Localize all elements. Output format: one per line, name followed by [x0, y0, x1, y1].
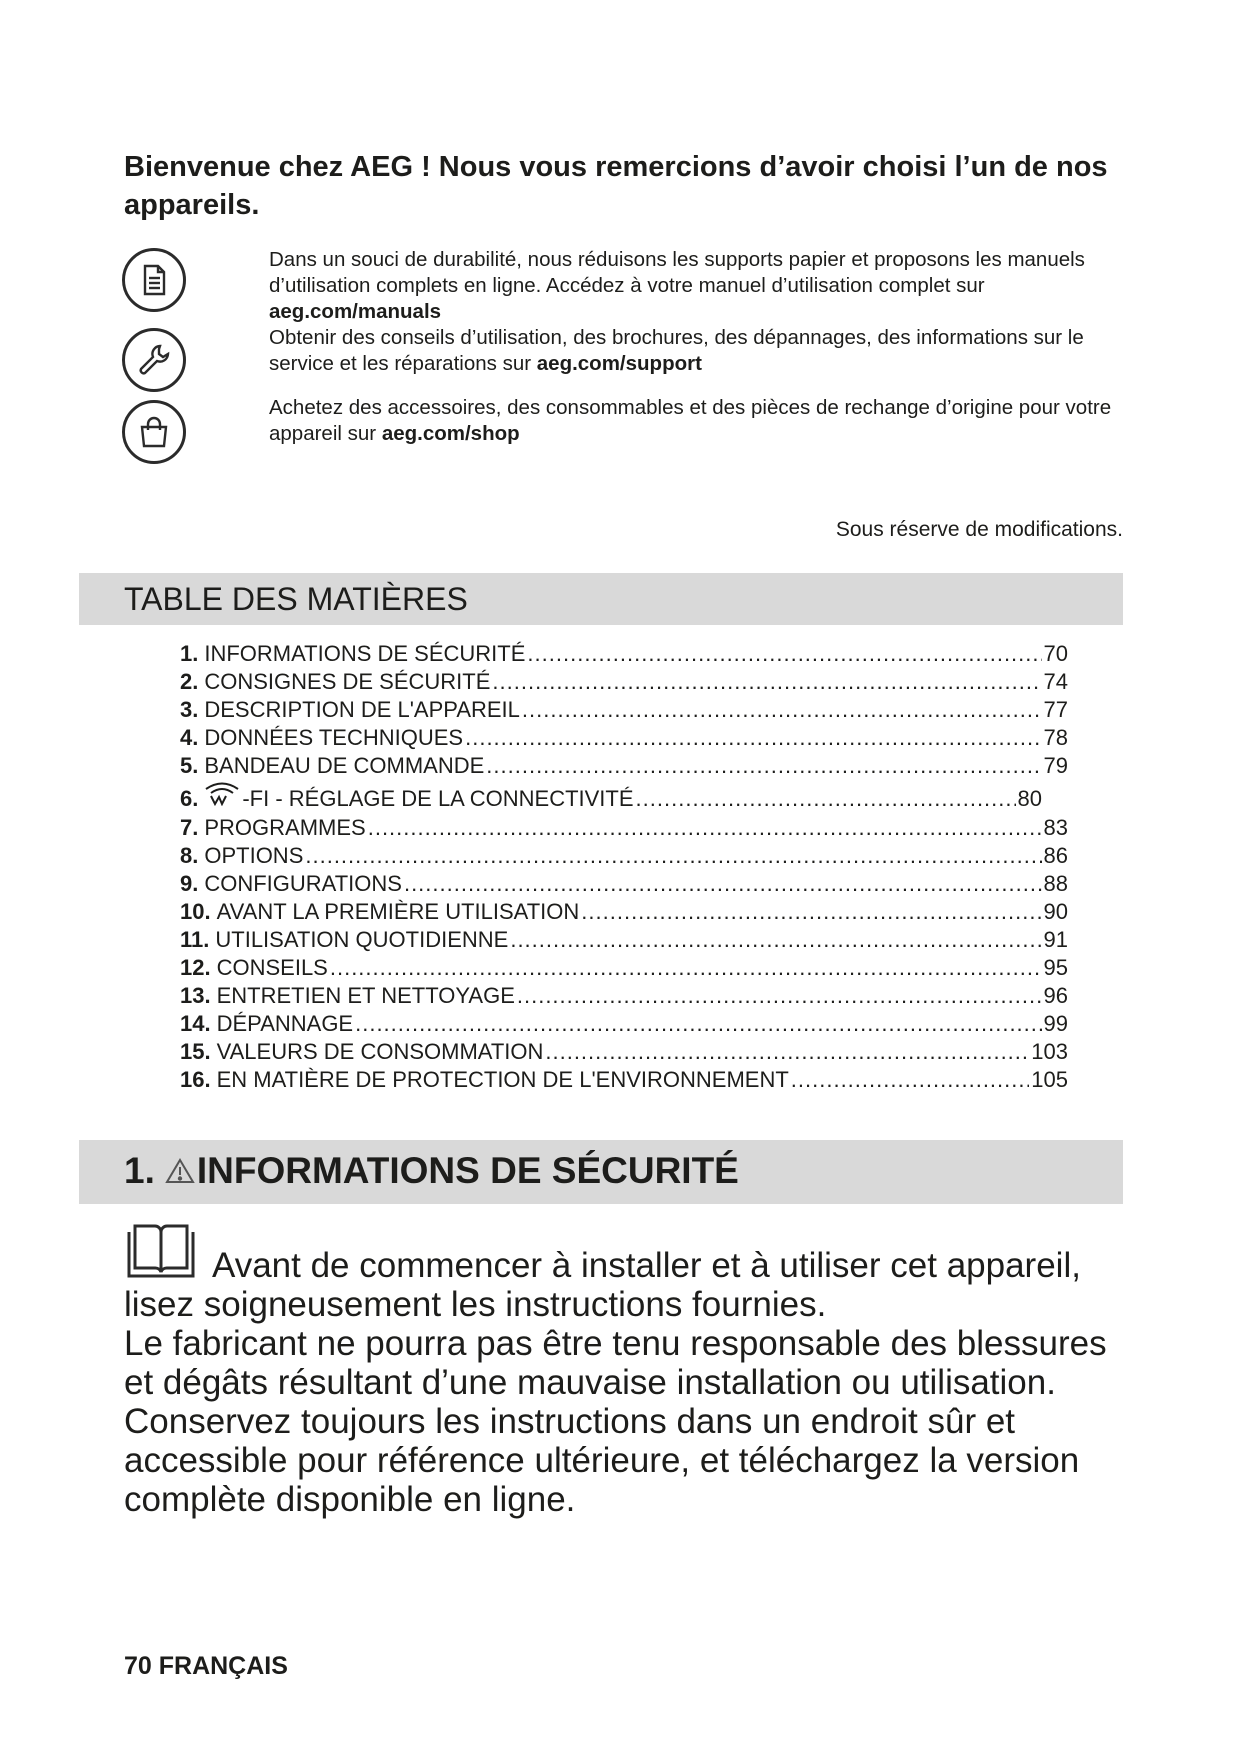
- toc-item-number: 4.: [180, 725, 199, 750]
- toc-item-page: 80: [1017, 786, 1042, 811]
- shop-link[interactable]: aeg.com/shop: [381, 422, 520, 445]
- shop-text: Achetez des accessoires, des consommables et des pièces de rechange d’origine pour votre appareil sur: [269, 396, 1112, 445]
- toc-item-page: 74: [1043, 669, 1068, 694]
- toc-item-number: 1.: [180, 641, 199, 666]
- toc-item[interactable]: [180, 752, 1068, 780]
- toc-item-title: ENTRETIEN ET NETTOYAGE: [216, 983, 515, 1008]
- shop-info: [269, 395, 1129, 447]
- toc-item-number: 7.: [180, 815, 199, 840]
- toc-item-title: -FI - RÉGLAGE DE LA CONNECTIVITÉ: [242, 786, 634, 811]
- toc-item-page: 103: [1031, 1039, 1068, 1064]
- toc-item-title: VALEURS DE CONSOMMATION: [216, 1039, 544, 1064]
- toc-item-page: 105: [1031, 1067, 1068, 1092]
- toc-leader-dots: [355, 1010, 1041, 1038]
- toc-item[interactable]: [180, 954, 1068, 982]
- section-header: [79, 1140, 1123, 1204]
- toc-item[interactable]: [180, 842, 1068, 870]
- support-text: Obtenir des conseils d’utilisation, des brochures, des dépannages, des informations sur le service et les réparations sur: [269, 326, 1084, 375]
- toc-leader-dots: [581, 898, 1041, 926]
- modification-note: Sous réserve de modifications.: [835, 518, 1123, 541]
- toc-item-number: 13.: [180, 983, 211, 1008]
- section-title: [124, 1150, 739, 1192]
- toc-item-title: DONNÉES TECHNIQUES: [204, 725, 464, 750]
- toc-item-page: 95: [1043, 955, 1068, 980]
- toc-leader-dots: [636, 785, 1016, 813]
- toc-leader-dots: [517, 982, 1042, 1010]
- toc-item-number: 9.: [180, 871, 199, 896]
- manuals-text: Dans un souci de durabilité, nous réduisons les supports papier et proposons les manuels d’utilisation complets en ligne. Accédez à votre manuel d’utilisation complet sur: [269, 248, 1085, 297]
- wifi-icon: [202, 780, 242, 806]
- toc-leader-dots: [492, 668, 1041, 696]
- document-icon: [122, 248, 186, 312]
- intro-line-2: Le fabricant ne pourra pas être tenu responsable des blessures et dégâts résultant d’une mauvaise installation ou utilisation. Conservez toujours les instructions dans un endroit sûr et accessible pour référence ultérieure, et téléchargez la version complète disponible en ligne.: [124, 1324, 1107, 1519]
- toc-item[interactable]: [180, 898, 1068, 926]
- toc-leader-dots: [791, 1066, 1030, 1094]
- toc-item-number: 5.: [180, 753, 199, 778]
- toc-leader-dots: [368, 814, 1042, 842]
- toc-item-page: 86: [1043, 843, 1068, 868]
- toc-leader-dots: [465, 724, 1041, 752]
- toc-item[interactable]: [180, 640, 1068, 668]
- toc-item-number: 15.: [180, 1039, 211, 1064]
- toc-item-title: CONFIGURATIONS: [204, 871, 402, 896]
- toc-header: [79, 573, 1123, 625]
- toc-leader-dots: [404, 870, 1042, 898]
- toc-item-title: EN MATIÈRE DE PROTECTION DE L'ENVIRONNEMENT: [216, 1067, 789, 1092]
- section-number: 1.: [124, 1150, 155, 1191]
- toc-item[interactable]: [180, 668, 1068, 696]
- toc-item[interactable]: [180, 696, 1068, 724]
- intro-line-1: Avant de commencer à installer et à utiliser cet appareil, lisez soigneusement les instructions fournies.: [124, 1246, 1081, 1324]
- support-link[interactable]: aeg.com/support: [536, 352, 702, 375]
- toc-leader-dots: [522, 696, 1042, 724]
- safety-intro: [124, 1246, 1134, 1519]
- toc-item-number: 11.: [180, 927, 210, 952]
- toc-item-number: 3.: [180, 697, 199, 722]
- toc-item-title: INFORMATIONS DE SÉCURITÉ: [204, 641, 526, 666]
- section-heading: INFORMATIONS DE SÉCURITÉ: [196, 1150, 739, 1191]
- toc-leader-dots: [510, 926, 1041, 954]
- page-footer: 70 FRANÇAIS: [124, 1652, 288, 1680]
- wrench-icon: [122, 328, 186, 392]
- shopping-bag-icon: [122, 400, 186, 464]
- toc-item-page: 90: [1043, 899, 1068, 924]
- toc-item[interactable]: [180, 926, 1068, 954]
- manuals-link[interactable]: aeg.com/manuals: [269, 300, 442, 323]
- toc-leader-dots: [305, 842, 1041, 870]
- toc-item-page: 70: [1043, 641, 1068, 666]
- toc-item[interactable]: [180, 780, 1042, 814]
- toc-item-page: 99: [1043, 1011, 1068, 1036]
- toc-item[interactable]: [180, 724, 1068, 752]
- toc-item-page: 83: [1043, 815, 1068, 840]
- toc-leader-dots: [545, 1038, 1029, 1066]
- toc-heading: TABLE DES MATIÈRES: [124, 581, 468, 617]
- support-info: [269, 325, 1129, 377]
- toc-item-title: CONSIGNES DE SÉCURITÉ: [204, 669, 491, 694]
- toc-item-number: 6.: [180, 786, 199, 811]
- welcome-heading: Bienvenue chez AEG ! Nous vous remercions d’avoir choisi l’un de nos appareils.: [124, 151, 1108, 221]
- toc-leader-dots: [330, 954, 1042, 982]
- toc-item[interactable]: [180, 982, 1068, 1010]
- toc-item-title: AVANT LA PREMIÈRE UTILISATION: [216, 899, 580, 924]
- toc-item-number: 2.: [180, 669, 199, 694]
- toc-item-page: 88: [1043, 871, 1068, 896]
- toc-item-number: 8.: [180, 843, 199, 868]
- toc-item-title: UTILISATION QUOTIDIENNE: [215, 927, 509, 952]
- toc-item-title: OPTIONS: [204, 843, 304, 868]
- toc-item-title: DÉPANNAGE: [216, 1011, 354, 1036]
- toc-item-page: 77: [1043, 697, 1068, 722]
- toc-item-page: 96: [1043, 983, 1068, 1008]
- toc-item-number: 10.: [180, 899, 211, 924]
- toc-item[interactable]: [180, 1010, 1068, 1038]
- toc-item-title: PROGRAMMES: [204, 815, 366, 840]
- manuals-info: [269, 247, 1129, 325]
- toc-item-page: 78: [1043, 725, 1068, 750]
- toc-list: [180, 640, 1068, 1094]
- toc-item-page: 79: [1043, 753, 1068, 778]
- toc-leader-dots: [486, 752, 1041, 780]
- toc-item-number: 16.: [180, 1067, 211, 1092]
- toc-item-title: DESCRIPTION DE L'APPAREIL: [204, 697, 520, 722]
- toc-item-title: CONSEILS: [216, 955, 328, 980]
- toc-item-page: 91: [1043, 927, 1068, 952]
- toc-item-number: 14.: [180, 1011, 211, 1036]
- warning-icon: [165, 1157, 195, 1185]
- toc-item[interactable]: [180, 814, 1068, 842]
- toc-item[interactable]: [180, 1066, 1068, 1094]
- toc-leader-dots: [527, 640, 1041, 668]
- toc-item-number: 12.: [180, 955, 211, 980]
- toc-item[interactable]: [180, 1038, 1068, 1066]
- toc-item-title: BANDEAU DE COMMANDE: [204, 753, 485, 778]
- toc-item[interactable]: [180, 870, 1068, 898]
